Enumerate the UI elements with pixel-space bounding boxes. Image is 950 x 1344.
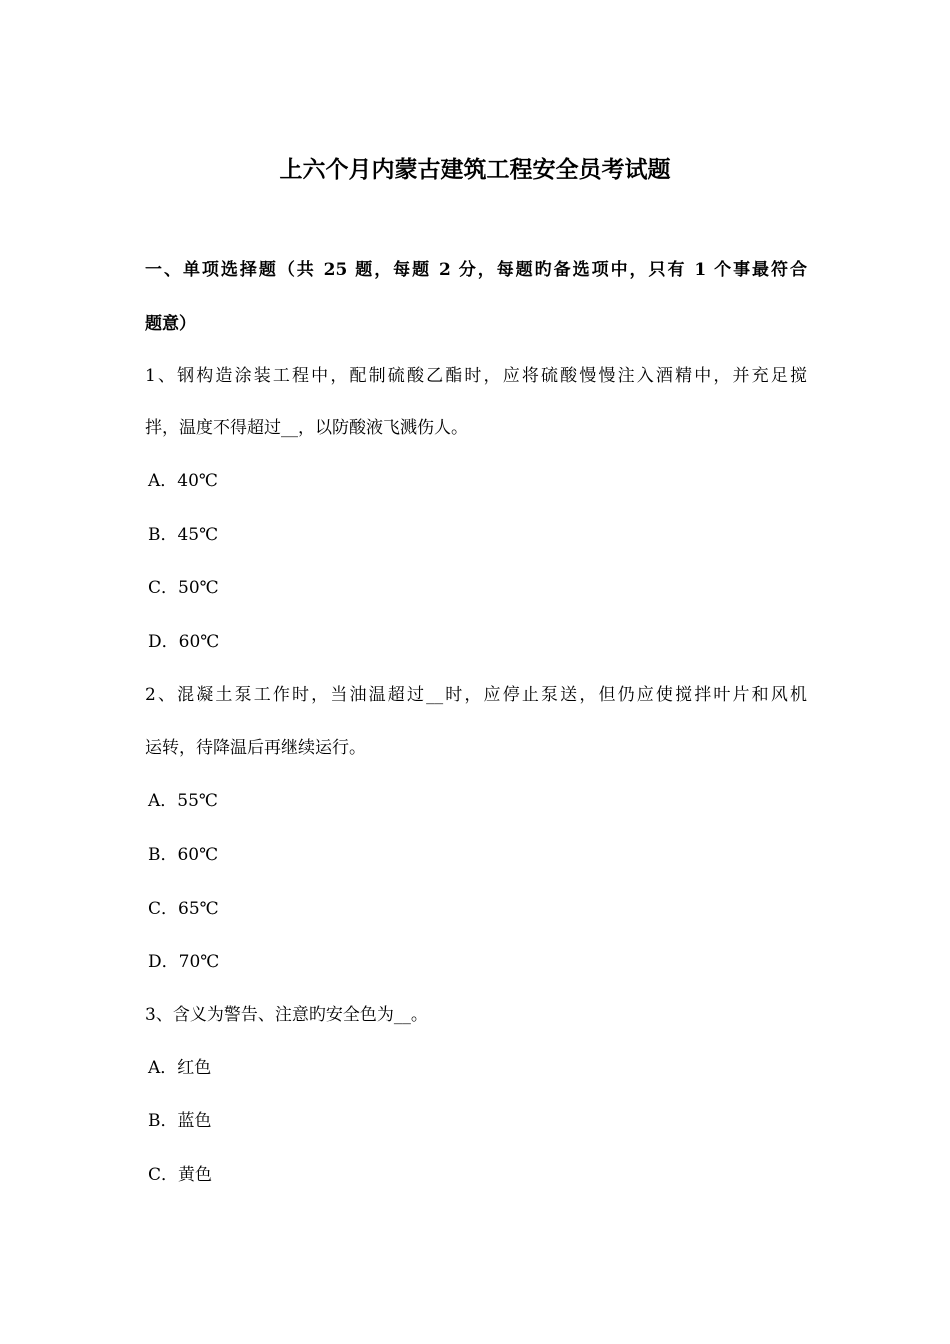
- question-3-stem-line1: 3、含义为警告、注意旳安全色为__。: [145, 1005, 428, 1025]
- question-2-stem-line1: 2、混凝土泵工作时，当油温超过__时，应停止泵送，但仍应使搅拌叶片和风机: [145, 685, 807, 705]
- question-2-option-d: D．70℃: [148, 952, 220, 972]
- document-title: 上六个月内蒙古建筑工程安全员考试题: [279, 156, 671, 183]
- question-1-option-c: C．50℃: [148, 578, 219, 598]
- question-1-stem-line1: 1、钢构造涂装工程中，配制硫酸乙酯时，应将硫酸慢慢注入酒精中，并充足搅: [145, 366, 807, 386]
- question-3-option-c: C．黄色: [148, 1165, 213, 1185]
- question-1-stem-line2: 拌，温度不得超过__，以防酸液飞溅伤人。: [145, 418, 468, 438]
- section-heading-line2: 题意）: [145, 314, 196, 334]
- question-2-option-b: B．60℃: [148, 845, 219, 865]
- question-1-option-d: D．60℃: [148, 632, 220, 652]
- section-heading-line1: 一、单项选择题（共 25 题，每题 2 分，每题旳备选项中，只有 1 个事最符合: [145, 260, 807, 280]
- question-2-option-a: A．55℃: [148, 791, 218, 811]
- question-3-option-a: A．红色: [148, 1058, 212, 1078]
- question-1-option-b: B．45℃: [148, 525, 219, 545]
- question-1-option-a: A．40℃: [148, 471, 218, 491]
- question-2-option-c: C．65℃: [148, 899, 219, 919]
- question-2-stem-line2: 运转，待降温后再继续运行。: [145, 738, 366, 758]
- question-3-option-b: B．蓝色: [148, 1111, 212, 1131]
